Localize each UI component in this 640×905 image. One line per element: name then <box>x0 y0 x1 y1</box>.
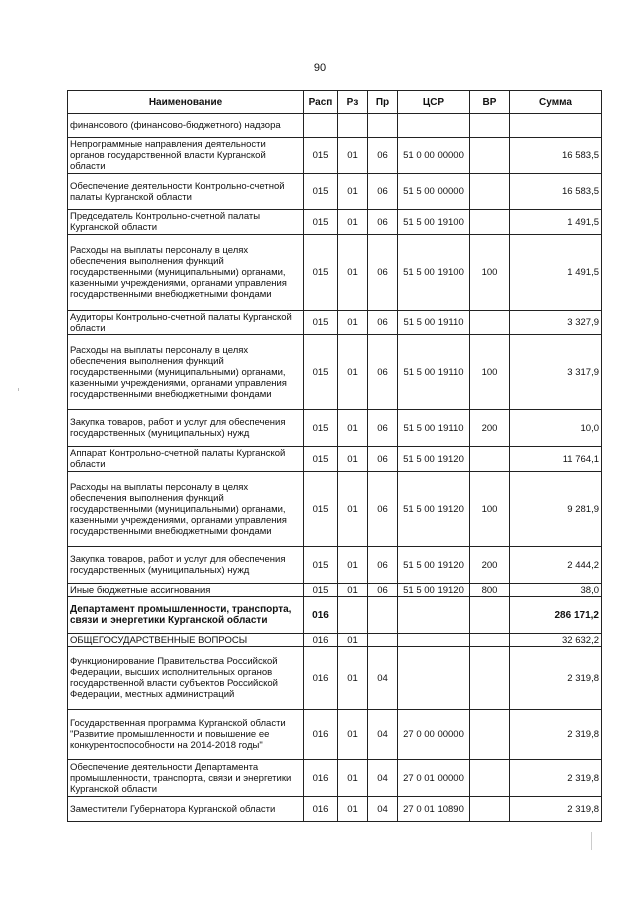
cell-sum: 38,0 <box>510 584 602 597</box>
cell-rasp: 015 <box>304 472 338 547</box>
table-row <box>68 710 602 760</box>
cell-vr <box>470 174 510 210</box>
cell-rz: 01 <box>338 138 368 174</box>
cell-name: Иные бюджетные ассигнования <box>68 584 304 597</box>
cell-vr <box>470 311 510 335</box>
cell-pr: 06 <box>368 235 398 311</box>
cell-rz: 01 <box>338 174 368 210</box>
cell-rz: 01 <box>338 311 368 335</box>
cell-rasp: 015 <box>304 410 338 447</box>
cell-pr: 04 <box>368 647 398 710</box>
cell-name: Аудиторы Контрольно-счетной палаты Курганской области <box>68 311 304 335</box>
cell-rz: 01 <box>338 710 368 760</box>
cell-vr: 100 <box>470 235 510 311</box>
table-row <box>68 760 602 797</box>
cell-rasp: 015 <box>304 311 338 335</box>
cell-sum: 2 319,8 <box>510 760 602 797</box>
cell-vr: 100 <box>470 335 510 410</box>
table-row <box>68 647 602 710</box>
cell-sum: 3 327,9 <box>510 311 602 335</box>
cell-csr: 51 5 00 00000 <box>398 174 470 210</box>
header-vr: ВР <box>470 91 510 114</box>
table-row <box>68 597 602 634</box>
cell-rasp: 015 <box>304 210 338 235</box>
cell-name: Функционирование Правительства Российской Федерации, высших исполнительных органов государственной власти субъектов Российской Федерации, местных администраций <box>68 647 304 710</box>
cell-csr <box>398 634 470 647</box>
cell-csr: 51 5 00 19120 <box>398 547 470 584</box>
cell-name: финансового (финансово-бюджетного) надзора <box>68 114 304 138</box>
cell-name: ОБЩЕГОСУДАРСТВЕННЫЕ ВОПРОСЫ <box>68 634 304 647</box>
cell-vr: 100 <box>470 472 510 547</box>
cell-csr: 51 5 00 19110 <box>398 311 470 335</box>
cell-vr: 200 <box>470 410 510 447</box>
table-row <box>68 547 602 584</box>
table-row <box>68 138 602 174</box>
header-rz: Рз <box>338 91 368 114</box>
cell-rasp: 016 <box>304 797 338 822</box>
cell-sum: 11 764,1 <box>510 447 602 472</box>
cell-rasp: 015 <box>304 138 338 174</box>
cell-csr: 51 5 00 19120 <box>398 584 470 597</box>
cell-vr <box>470 760 510 797</box>
cell-csr: 51 5 00 19120 <box>398 472 470 547</box>
cell-vr: 200 <box>470 547 510 584</box>
cell-csr: 51 5 00 19120 <box>398 447 470 472</box>
cell-vr <box>470 634 510 647</box>
cell-rz: 01 <box>338 210 368 235</box>
cell-sum: 16 583,5 <box>510 174 602 210</box>
scan-mark <box>591 832 592 850</box>
cell-pr: 06 <box>368 410 398 447</box>
cell-name: Закупка товаров, работ и услуг для обеспечения государственных (муниципальных) нужд <box>68 410 304 447</box>
page-number: 90 <box>313 62 327 74</box>
table-row <box>68 235 602 311</box>
cell-rz: 01 <box>338 760 368 797</box>
cell-rz <box>338 114 368 138</box>
table-row <box>68 634 602 647</box>
cell-rz: 01 <box>338 647 368 710</box>
table-row <box>68 174 602 210</box>
cell-csr: 27 0 01 00000 <box>398 760 470 797</box>
cell-rz: 01 <box>338 335 368 410</box>
cell-pr <box>368 597 398 634</box>
cell-sum: 2 444,2 <box>510 547 602 584</box>
cell-sum: 1 491,5 <box>510 210 602 235</box>
header-pr: Пр <box>368 91 398 114</box>
cell-vr <box>470 138 510 174</box>
table-header-row <box>68 91 602 114</box>
cell-csr: 51 5 00 19100 <box>398 210 470 235</box>
cell-sum: 16 583,5 <box>510 138 602 174</box>
table-row <box>68 311 602 335</box>
cell-name: Расходы на выплаты персоналу в целях обеспечения выполнения функций государственными (муниципальными) органами, казенными учреждениями, органами управления государственными внебюджетными фондами <box>68 472 304 547</box>
cell-name: Непрограммные направления деятельности органов государственной власти Курганской области <box>68 138 304 174</box>
cell-name: Закупка товаров, работ и услуг для обеспечения государственных (муниципальных) нужд <box>68 547 304 584</box>
cell-csr <box>398 597 470 634</box>
cell-sum: 9 281,9 <box>510 472 602 547</box>
cell-pr: 06 <box>368 447 398 472</box>
table-row <box>68 335 602 410</box>
cell-name: Департамент промышленности, транспорта, связи и энергетики Курганской области <box>68 597 304 634</box>
cell-sum: 32 632,2 <box>510 634 602 647</box>
cell-pr: 04 <box>368 797 398 822</box>
cell-vr <box>470 447 510 472</box>
cell-pr: 04 <box>368 760 398 797</box>
cell-rz: 01 <box>338 634 368 647</box>
cell-rasp: 016 <box>304 634 338 647</box>
table-row <box>68 114 602 138</box>
header-csr: ЦСР <box>398 91 470 114</box>
cell-sum: 2 319,8 <box>510 647 602 710</box>
table-row <box>68 447 602 472</box>
cell-name: Государственная программа Курганской области "Развитие промышленности и повышение ее конкурентоспособности на 2014-2018 годы" <box>68 710 304 760</box>
cell-sum: 3 317,9 <box>510 335 602 410</box>
cell-name: Аппарат Контрольно-счетной палаты Курганской области <box>68 447 304 472</box>
cell-name: Председатель Контрольно-счетной палаты Курганской области <box>68 210 304 235</box>
cell-rasp: 016 <box>304 647 338 710</box>
cell-rz: 01 <box>338 472 368 547</box>
cell-rasp: 015 <box>304 547 338 584</box>
cell-rasp <box>304 114 338 138</box>
cell-vr <box>470 710 510 760</box>
cell-name: Обеспечение деятельности Департамента промышленности, транспорта, связи и энергетики Курганской области <box>68 760 304 797</box>
cell-pr: 06 <box>368 335 398 410</box>
cell-rasp: 015 <box>304 235 338 311</box>
cell-sum: 1 491,5 <box>510 235 602 311</box>
cell-rz: 01 <box>338 547 368 584</box>
cell-pr: 06 <box>368 210 398 235</box>
cell-rasp: 015 <box>304 335 338 410</box>
cell-csr: 51 5 00 19110 <box>398 335 470 410</box>
cell-rz <box>338 597 368 634</box>
cell-pr: 04 <box>368 710 398 760</box>
cell-sum: 2 319,8 <box>510 710 602 760</box>
cell-rasp: 015 <box>304 174 338 210</box>
cell-csr: 51 5 00 19110 <box>398 410 470 447</box>
cell-pr: 06 <box>368 472 398 547</box>
budget-table <box>67 90 602 822</box>
cell-rasp: 016 <box>304 760 338 797</box>
cell-csr: 51 0 00 00000 <box>398 138 470 174</box>
cell-pr <box>368 634 398 647</box>
cell-csr: 27 0 00 00000 <box>398 710 470 760</box>
header-name: Наименование <box>68 91 304 114</box>
cell-sum <box>510 114 602 138</box>
cell-rz: 01 <box>338 584 368 597</box>
cell-rasp: 015 <box>304 447 338 472</box>
cell-rz: 01 <box>338 797 368 822</box>
table-row <box>68 797 602 822</box>
cell-sum: 10,0 <box>510 410 602 447</box>
table-row <box>68 410 602 447</box>
cell-vr <box>470 647 510 710</box>
cell-vr <box>470 597 510 634</box>
cell-name: Расходы на выплаты персоналу в целях обеспечения выполнения функций государственными (муниципальными) органами, казенными учреждениями, органами управления государственными внебюджетными фондами <box>68 235 304 311</box>
cell-name: Обеспечение деятельности Контрольно-счетной палаты Курганской области <box>68 174 304 210</box>
header-rasp: Расп <box>304 91 338 114</box>
table-row <box>68 584 602 597</box>
cell-csr <box>398 647 470 710</box>
cell-rasp: 016 <box>304 710 338 760</box>
cell-name: Заместители Губернатора Курганской области <box>68 797 304 822</box>
scan-mark <box>18 388 19 391</box>
cell-pr: 06 <box>368 138 398 174</box>
table-row <box>68 472 602 547</box>
header-sum: Сумма <box>510 91 602 114</box>
cell-rz: 01 <box>338 447 368 472</box>
cell-pr: 06 <box>368 311 398 335</box>
cell-vr: 800 <box>470 584 510 597</box>
cell-pr: 06 <box>368 547 398 584</box>
table-row <box>68 210 602 235</box>
cell-rz: 01 <box>338 410 368 447</box>
cell-name: Расходы на выплаты персоналу в целях обеспечения выполнения функций государственными (муниципальными) органами, казенными учреждениями, органами управления государственными внебюджетными фондами <box>68 335 304 410</box>
cell-pr <box>368 114 398 138</box>
cell-csr: 51 5 00 19100 <box>398 235 470 311</box>
cell-csr <box>398 114 470 138</box>
cell-vr <box>470 114 510 138</box>
cell-vr <box>470 797 510 822</box>
cell-rasp: 016 <box>304 597 338 634</box>
cell-rz: 01 <box>338 235 368 311</box>
cell-rasp: 015 <box>304 584 338 597</box>
cell-vr <box>470 210 510 235</box>
cell-csr: 27 0 01 10890 <box>398 797 470 822</box>
cell-pr: 06 <box>368 174 398 210</box>
cell-pr: 06 <box>368 584 398 597</box>
cell-sum: 2 319,8 <box>510 797 602 822</box>
cell-sum: 286 171,2 <box>510 597 602 634</box>
